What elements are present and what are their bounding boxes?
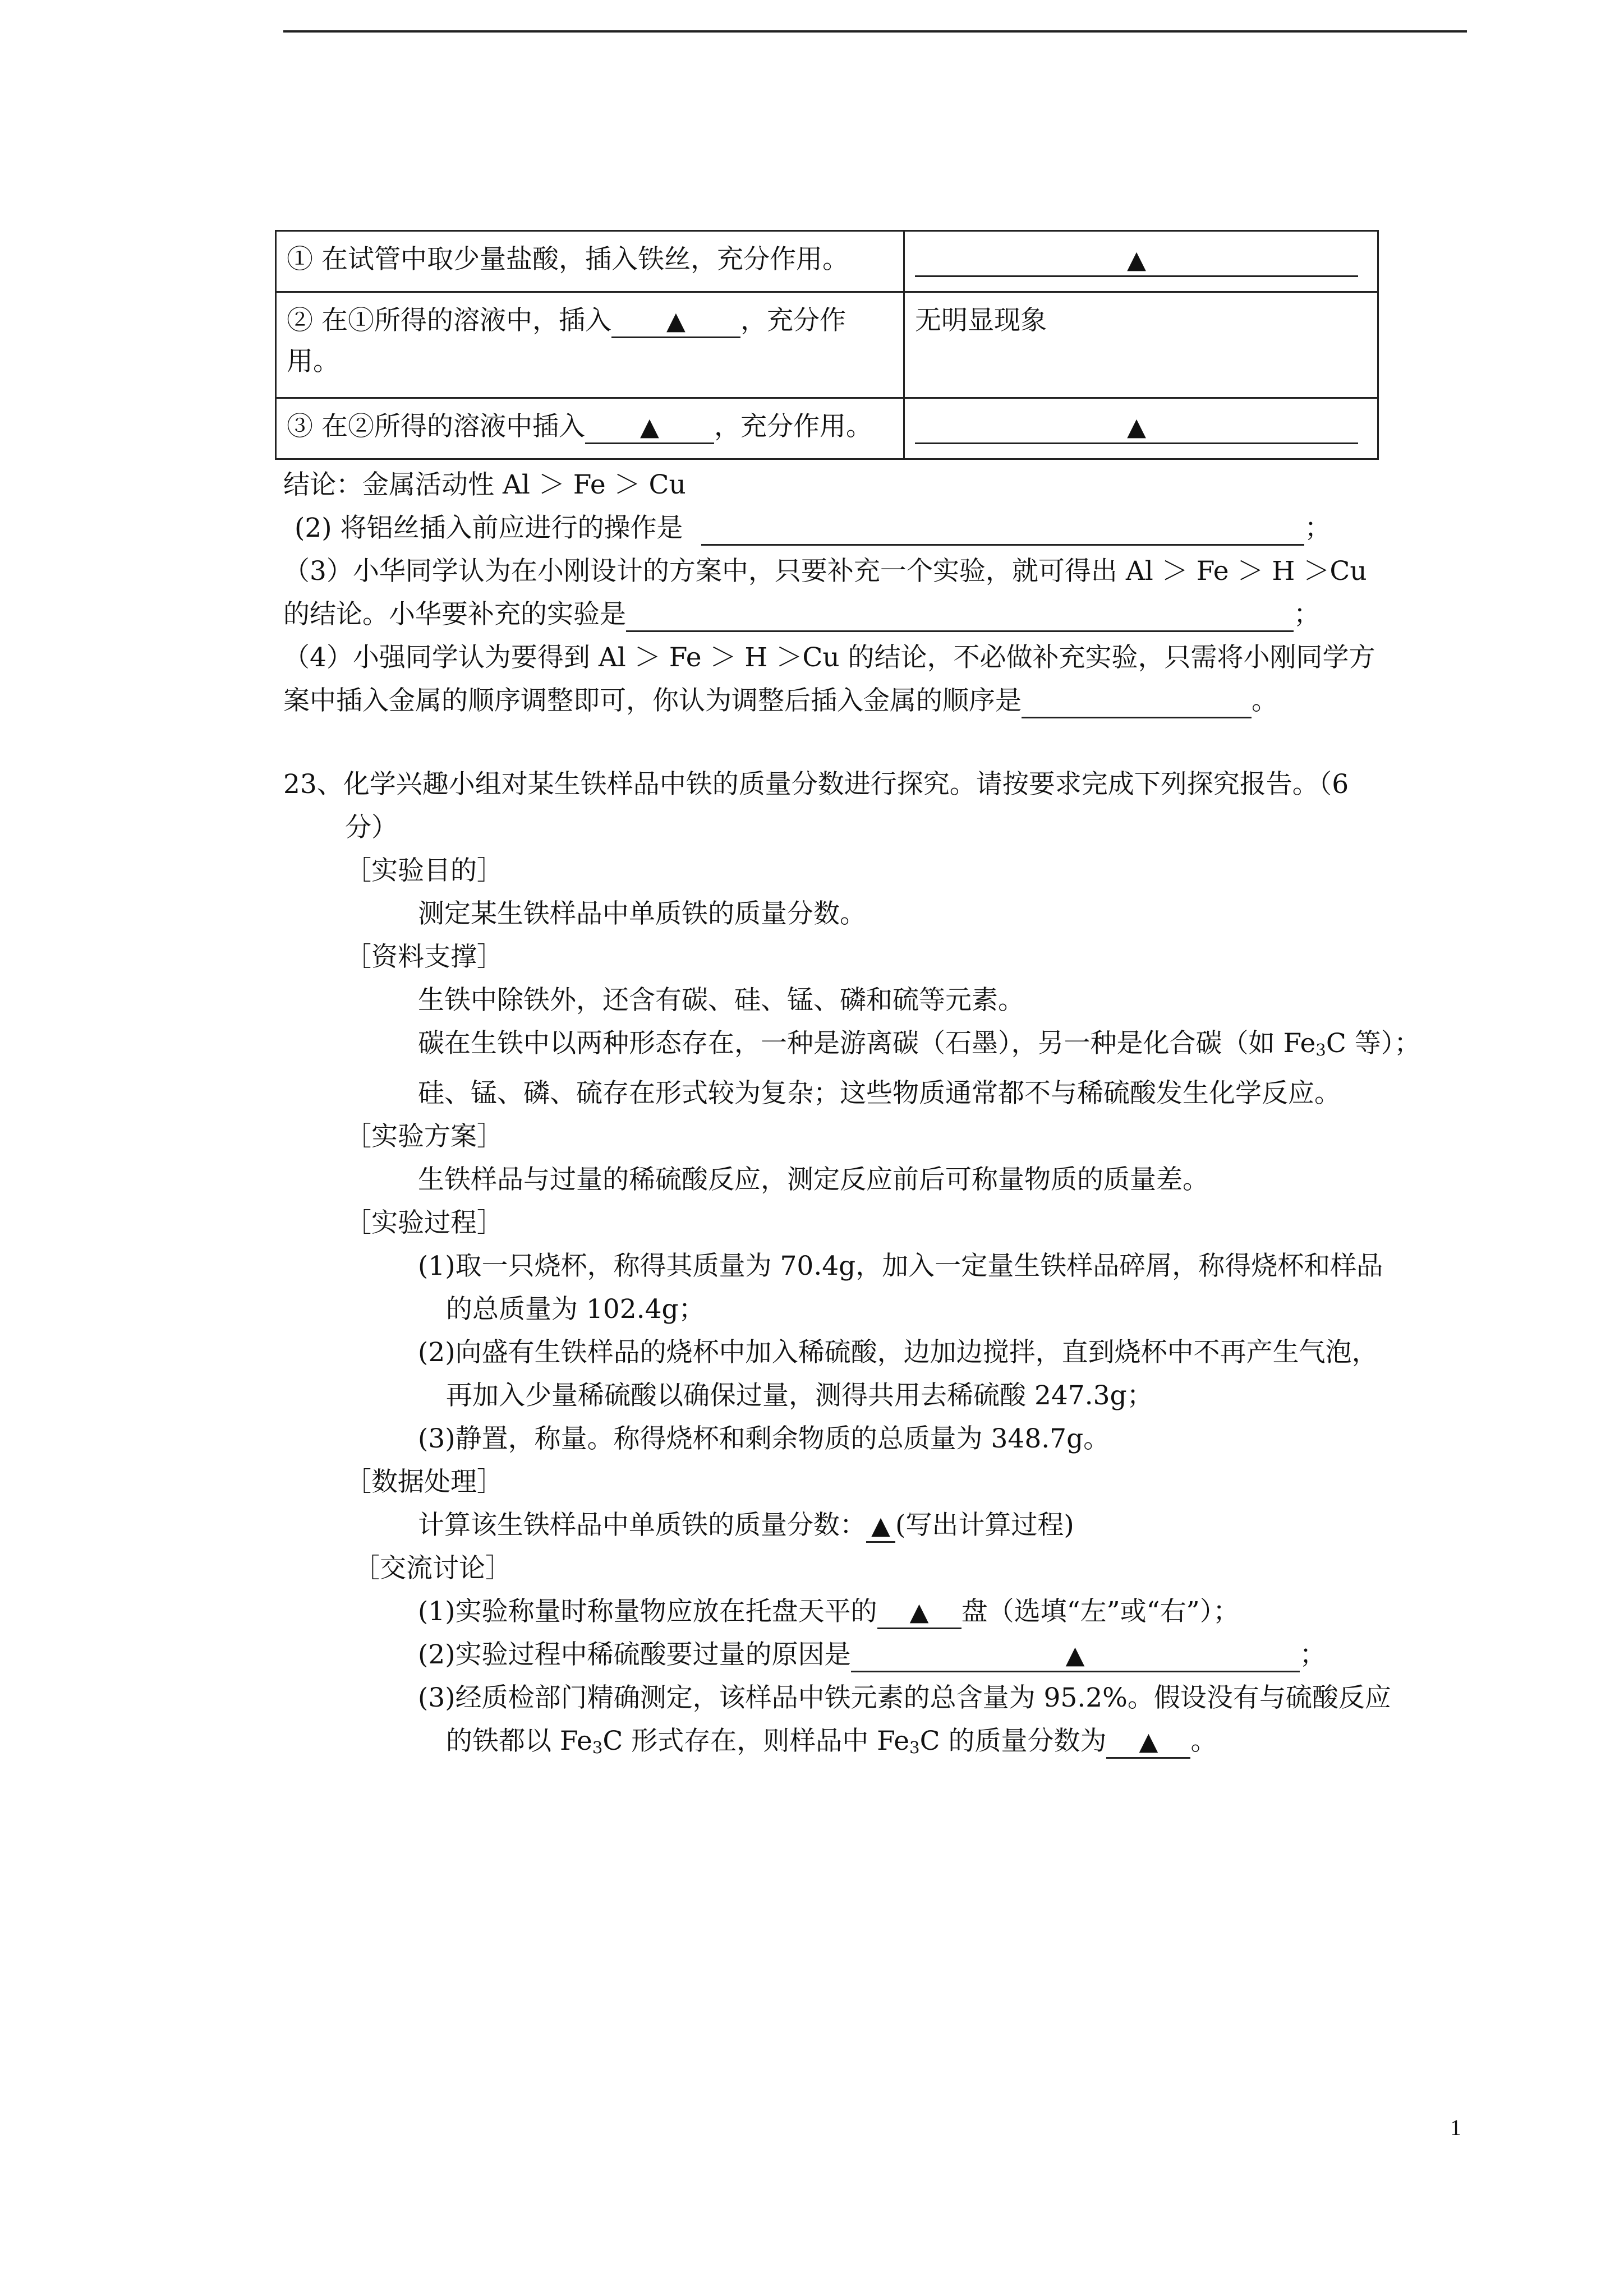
- answer-blank[interactable]: [701, 513, 1304, 546]
- section-text: (2)实验过程中稀硫酸要过量的原因是 ▲ ；: [283, 1633, 1489, 1676]
- table-row: [276, 231, 1378, 292]
- answer-blank[interactable]: ▲: [611, 307, 740, 338]
- table-row: [276, 292, 1378, 398]
- section-text: 测定某生铁样品中单质铁的质量分数。: [418, 898, 866, 929]
- question-3-cont: 的结论。小华要补充的实验是 ；: [283, 593, 1489, 636]
- conclusion: 结论：金属活动性 Al ＞ Fe ＞ Cu: [283, 469, 686, 500]
- answer-blank[interactable]: ▲: [915, 246, 1358, 277]
- section-text: (1)取一只烧杯，称得其质量为 70.4g，加入一定量生铁样品碎屑，称得烧杯和样品: [418, 1250, 1383, 1281]
- answer-blank[interactable]: ▲: [851, 1641, 1300, 1672]
- section-text: (1)实验称量时称量物应放在托盘天平的 ▲ 盘（选填“左”或“右”）；: [283, 1590, 1489, 1633]
- question-23-intro-cont: 分）: [345, 812, 398, 843]
- answer-blank[interactable]: [626, 599, 1294, 632]
- question-2: (2) 将铝丝插入前应进行的操作是 ；: [283, 506, 1489, 550]
- table-cell-step: ② 在①所得的溶液中，插入 ▲ ，充分作用。: [276, 292, 904, 398]
- question-4-cont: 案中插入金属的顺序调整即可，你认为调整后插入金属的顺序是 。: [283, 679, 1489, 722]
- answer-blank[interactable]: ▲: [915, 413, 1358, 444]
- section-text: 的总质量为 102.4g；: [446, 1293, 705, 1325]
- answer-blank[interactable]: [1022, 685, 1252, 718]
- answer-blank[interactable]: ▲: [1106, 1727, 1190, 1759]
- question-3: （3）小华同学认为在小刚设计的方案中，只要补充一个实验，就可得出 Al ＞ Fe ＞ H ＞Cu: [283, 556, 1367, 587]
- section-text: 硅、锰、磷、硫存在形式较为复杂；这些物质通常都不与稀硫酸发生化学反应。: [418, 1077, 1341, 1109]
- section-text: 再加入少量稀硫酸以确保过量，测得共用去稀硫酸 247.3g；: [446, 1380, 1153, 1411]
- section-text: 计算该生铁样品中单质铁的质量分数： ▲ (写出计算过程): [283, 1504, 1489, 1547]
- page-number: 1: [1450, 2115, 1461, 2140]
- section-title: ［交流讨论］: [353, 1552, 512, 1584]
- section-text: 生铁中除铁外，还含有碳、硅、锰、磷和硫等元素。: [418, 985, 1024, 1016]
- table-cell-result: 无明显现象: [904, 292, 1378, 398]
- question-23-intro: 23、化学兴趣小组对某生铁样品中铁的质量分数进行探究。请按要求完成下列探究报告。（6: [283, 769, 1349, 800]
- table-cell-step: ① 在试管中取少量盐酸，插入铁丝，充分作用。: [276, 231, 904, 292]
- section-text: 碳在生铁中以两种形态存在，一种是游离碳（石墨），另一种是化合碳（如 $Fe_3C$ 等）；: [418, 1028, 1421, 1059]
- section-title: ［实验方案］: [345, 1121, 503, 1152]
- document-page: [283, 230, 1489, 1769]
- section-text: (2)向盛有生铁样品的烧杯中加入稀硫酸，边加边搅拌，直到烧杯中不再产生气泡，: [418, 1336, 1378, 1368]
- experiment-table: [275, 230, 1379, 460]
- question-4: （4）小强同学认为要得到 Al ＞ Fe ＞ H ＞Cu 的结论，不必做补充实验，只需将小刚同学方: [283, 642, 1375, 673]
- table-cell-result: [904, 231, 1378, 292]
- answer-blank[interactable]: ▲: [877, 1598, 961, 1629]
- table-row: [276, 398, 1378, 459]
- section-title: ［数据处理］: [345, 1466, 503, 1497]
- answer-blank[interactable]: ▲: [866, 1511, 895, 1543]
- header-rule: [283, 30, 1467, 33]
- answer-blank[interactable]: ▲: [585, 413, 714, 444]
- section-title: ［资料支撑］: [345, 942, 503, 972]
- section-text: 生铁样品与过量的稀硫酸反应，测定反应前后可称量物质的质量差。: [418, 1164, 1209, 1195]
- table-cell-result: [904, 398, 1378, 459]
- table-cell-step: ③ 在②所得的溶液中插入 ▲ ，充分作用。: [276, 398, 904, 459]
- section-text: (3)静置，称量。称得烧杯和剩余物质的总质量为 348.7g。: [418, 1423, 1110, 1454]
- section-title: ［实验过程］: [345, 1207, 503, 1238]
- section-title: ［实验目的］: [345, 855, 503, 886]
- section-text: 的铁都以 $Fe_3C$ 形式存在，则样品中 $Fe_3C$ 的质量分数为 ▲ 。: [283, 1719, 1489, 1769]
- section-text: (3)经质检部门精确测定，该样品中铁元素的总含量为 95.2%。假设没有与硫酸反应: [418, 1682, 1391, 1713]
